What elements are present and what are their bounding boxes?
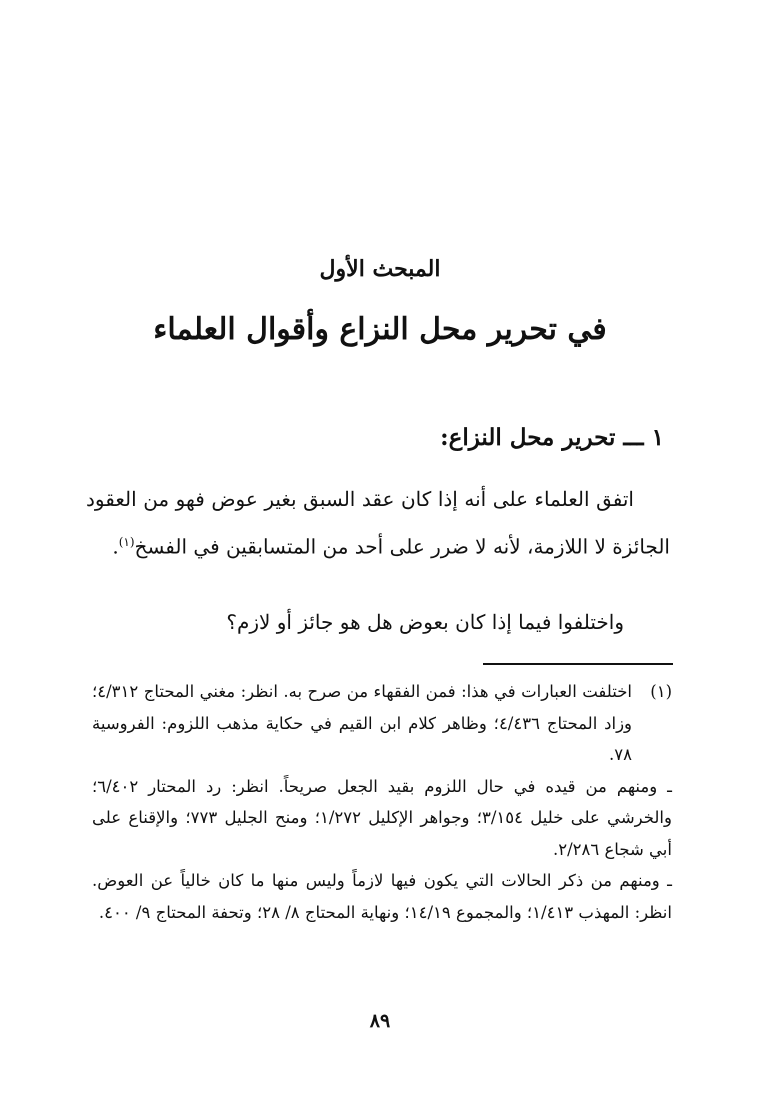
page-number: ٨٩ bbox=[369, 1010, 391, 1032]
paragraph-end: . bbox=[112, 534, 119, 559]
footnote-1 bbox=[92, 676, 672, 771]
footnote-ref: (١) bbox=[118, 535, 135, 549]
footnote-continuation-2: ـ ومنهم من ذكر الحالات التي يكون فيها لازماً وليس منها ما كان خالياً عن العوض. انظر: المهذب ١/٤١٣؛ والمجموع ١٤/١٩؛ ونهاية المحتاج ٨/ ٢٨؛ وتحفة المحتاج ٩/ ٤٠٠. bbox=[92, 871, 672, 922]
page-title: في تحرير محل النزاع وأقوال العلماء bbox=[153, 312, 607, 347]
footnotes bbox=[92, 676, 672, 928]
footnote-text: اختلفت العبارات في هذا: فمن الفقهاء من صرح به. انظر: مغني المحتاج ٤/٣١٢؛ وزاد المحتاج ٤/٤٣٦؛ وظاهر كلام ابن القيم في حكاية مذهب اللزوم: الفروسية ٧٨. bbox=[92, 682, 633, 764]
footnote-continuation-1: ـ ومنهم من قيده في حال اللزوم بقيد الجعل صريحاً. انظر: رد المحتار ٦/٤٠٢؛ والخرشي على خليل ٣/١٥٤؛ وجواهر الإكليل ١/٢٧٢؛ ومنح الجليل ٧٧٣؛ والإقناع على أبي شجاع ٢/٢٨٦. bbox=[92, 776, 672, 859]
footnote-number: (١) bbox=[650, 682, 672, 701]
section-label: المبحث الأول bbox=[319, 256, 441, 282]
subheading: ١ ـــ تحرير محل النزاع: bbox=[440, 424, 664, 451]
paragraph-text: اتفق العلماء على أنه إذا كان عقد السبق بغير عوض فهو من العقود الجائزة لا اللازمة، لأنه لا ضرر على أحد من المتسابقين في الفسخ bbox=[86, 487, 670, 559]
footnote-divider bbox=[483, 663, 673, 665]
body-paragraph bbox=[86, 478, 670, 569]
question-line: واختلفوا فيما إذا كان بعوض هل هو جائز أو لازم؟ bbox=[226, 610, 624, 634]
